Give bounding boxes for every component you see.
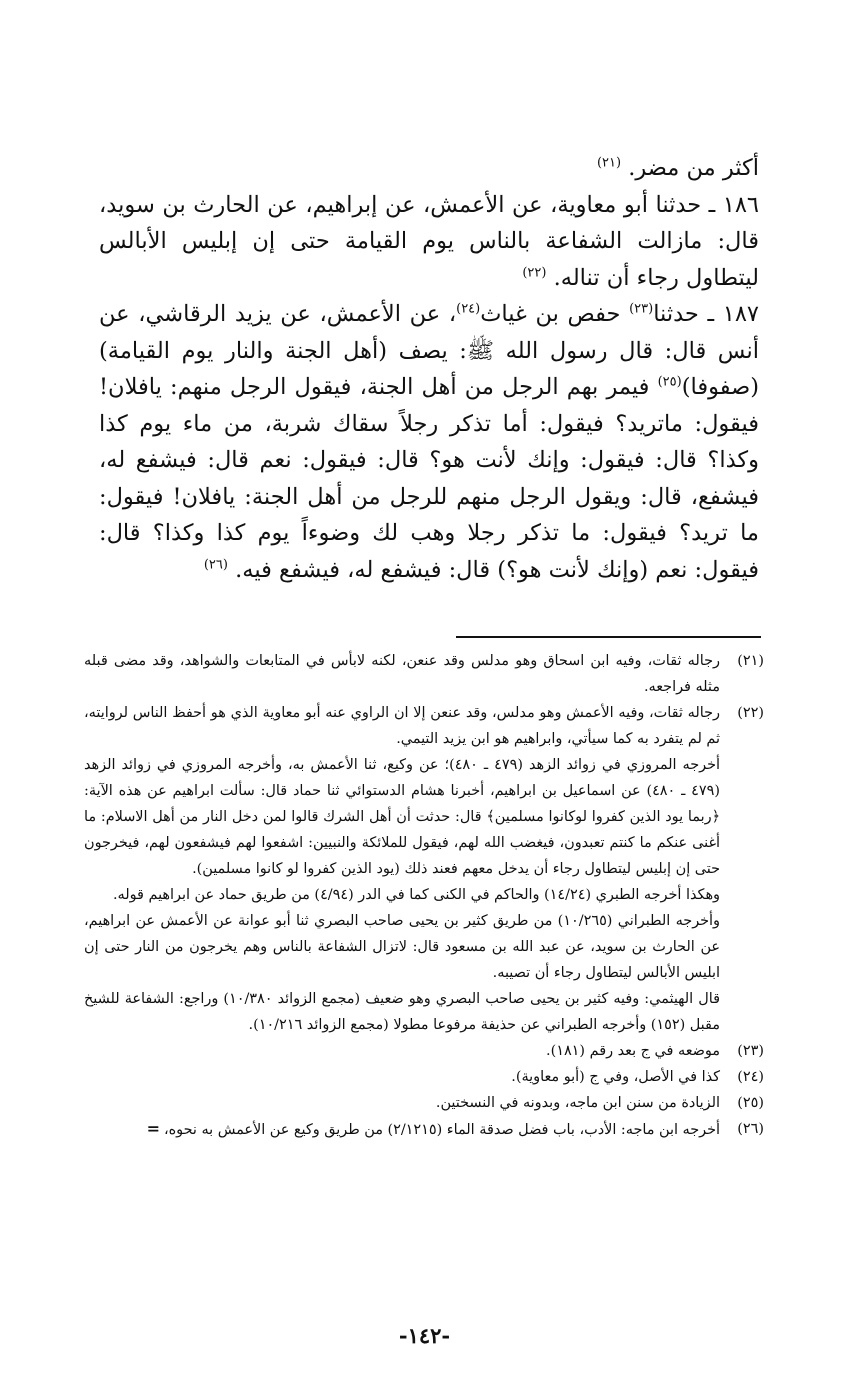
footnote-text: رجاله ثقات، وفيه ابن اسحاق وهو مدلس وقد عنعن، لكنه لابأس في المتابعات والشواهد، وقد مضى قبله مثله فراجعه. — [84, 653, 720, 695]
footnote-text: كذا في الأصل، وفي ج (أبو معاوية). — [511, 1069, 720, 1085]
footnote-text: وأخرجه الطبراني (١٠/٢٦٥) من طريق كثير بن يحيى صاحب البصري ثنا أبو عوانة عن الأعمش عن ابراهيم، عن الحارث بن سويد، عن عبد الله بن مسعود قال: لاتزال الشفاعة بالناس وهم يخرجون من النار حتى إن ابليس الأبالس ليتطاول رجاء أن تصيبه. — [84, 913, 720, 981]
page-number: -١٤٢- — [398, 1323, 451, 1348]
main-text — [99, 150, 759, 588]
footnote-text: الزيادة من سنن ابن ماجه، وبدونه في النسختين. — [435, 1095, 720, 1111]
footnotes — [84, 648, 764, 1143]
hadith-186: ١٨٦ ـ حدثنا أبو معاوية، عن الأعمش، عن إبراهيم، عن الحارث بن سويد، قال: مازالت الشفاعة بالناس يوم القيامة حتى إن إبليس الأبالس ليتطاول رجاء أن تناله. $^{(٢٢)}$ — [99, 191, 759, 291]
footnote-number: (٢٣) — [737, 1043, 764, 1059]
footnote-26 — [84, 1116, 764, 1143]
footnote-25 — [84, 1090, 764, 1116]
footnote-text: قال الهيثمي: وفيه كثير بن يحيى صاحب البصري وهو ضعيف (مجمع الزوائد ١٠/٣٨٠) وراجع: الشفاعة للشيخ مقبل (١٥٢) وأخرجه الطبراني عن حذيفة مرفوعا مطولا (مجمع الزوائد ١٠/٢١٦). — [84, 991, 720, 1033]
footnote-number: (٢٢) — [737, 705, 764, 721]
paragraph-intro: أكثر من مضر. $^{(٢١)}$ — [596, 155, 759, 181]
footnote-text: رجاله ثقات، وفيه الأعمش وهو مدلس، وقد عنعن إلا ان الراوي عنه أبو معاوية الذي هو أحفظ الناس لروايته، ثم لم يتفرد به كما سيأتي، وابراهيم هو ابن يزيد التيمي. — [84, 705, 720, 747]
footnote-text: وهكذا أخرجه الطبري (١٤/٢٤) والحاكم في الكنى كما في الدر (٤/٩٤) من طريق حماد عن ابراهيم قوله. — [112, 887, 720, 903]
footnote-22 — [84, 700, 764, 1038]
footnote-ref-25[interactable]: (٢٥) — [657, 374, 682, 390]
footnote-ref-23[interactable]: (٢٣) — [629, 301, 654, 317]
footnote-text: أخرجه المروزي في زوائد الزهد (٤٧٩ ـ ٤٨٠)؛ عن وكيع، ثنا الأعمش به، وأخرجه المروزي في زوائد الزهد (٤٧٩ ـ ٤٨٠) عن اسماعيل بن ابراهيم، أخبرنا هشام الدستوائي ثنا حماد قال: سألت ابراهيم عن هذه الآية: ﴿ربما يود الذين كفروا لوكانوا مسلمين﴾ قال: حدثت أن أهل الشرك قالوا لمن دخل النار من أهل الاسلام: ما أغنى عنكم ما كنتم تعبدون، فيغضب الله لهم، فيقول للملائكة والنبيين: اشفعوا لهم فيشفعون لهم، فيخرجون حتى إن إبليس ليتطاول رجاء أن يدخل معهم فعند ذلك (يود الذين كفروا لو كانوا مسلمين). — [84, 757, 720, 877]
hadith-187: ١٨٧ ـ حدثنا$^{(٢٣)}$ حفص بن غياث$^{(٢٤)}$، عن الأعمش، عن يزيد الرقاشي، عن أنس قال: قال رسول الله ﷺ: يصف (أهل الجنة والنار يوم القيامة) (صفوفا)$^{(٢٥)}$ فيمر بهم الرجل من أهل الجنة، فيقول الرجل منهم: يافلان! فيقول: ماتريد؟ فيقول: أما تذكر رجلاً سقاك شربة، من ماء يوم كذا وكذا؟ قال: فيقول: وإنك لأنت هو؟ قال: فيقول: نعم قال: فيشفع له، فيشفع، قال: ويقول الرجل منهم للرجل من أهل الجنة: يافلان! فيقول: ما تريد؟ فيقول: ما تذكر رجلا وهب لك وضوءاً يوم كذا وكذا؟ قال: فيقول: نعم (وإنك لأنت هو؟) قال: فيشفع له، فيشفع فيه. $^{(٢٦)}$ — [99, 301, 759, 583]
footnote-24 — [84, 1064, 764, 1090]
footnote-number: (٢٥) — [737, 1095, 764, 1111]
footnote-number: (٢٤) — [737, 1069, 764, 1085]
footnote-23 — [84, 1038, 764, 1064]
footnote-ref-22[interactable]: (٢٢) — [522, 265, 547, 280]
footnote-ref-21[interactable]: (٢١) — [596, 155, 622, 171]
footnote-text: أخرجه ابن ماجه: الأدب، باب فضل صدقة الماء (٢/١٢١٥) من طريق وكيع عن الأعمش به نحوه،= — [146, 1119, 720, 1138]
footnote-21 — [84, 648, 764, 700]
footnote-ref-26[interactable]: (٢٦) — [203, 557, 228, 572]
footnote-divider — [456, 636, 761, 638]
footnote-number: (٢١) — [737, 653, 764, 669]
continuation-mark: = — [146, 1119, 160, 1138]
footnote-ref-24[interactable]: (٢٤) — [456, 301, 481, 317]
footnote-text: موضعه في ج بعد رقم (١٨١). — [546, 1043, 720, 1059]
footnote-number: (٢٦) — [737, 1121, 764, 1137]
